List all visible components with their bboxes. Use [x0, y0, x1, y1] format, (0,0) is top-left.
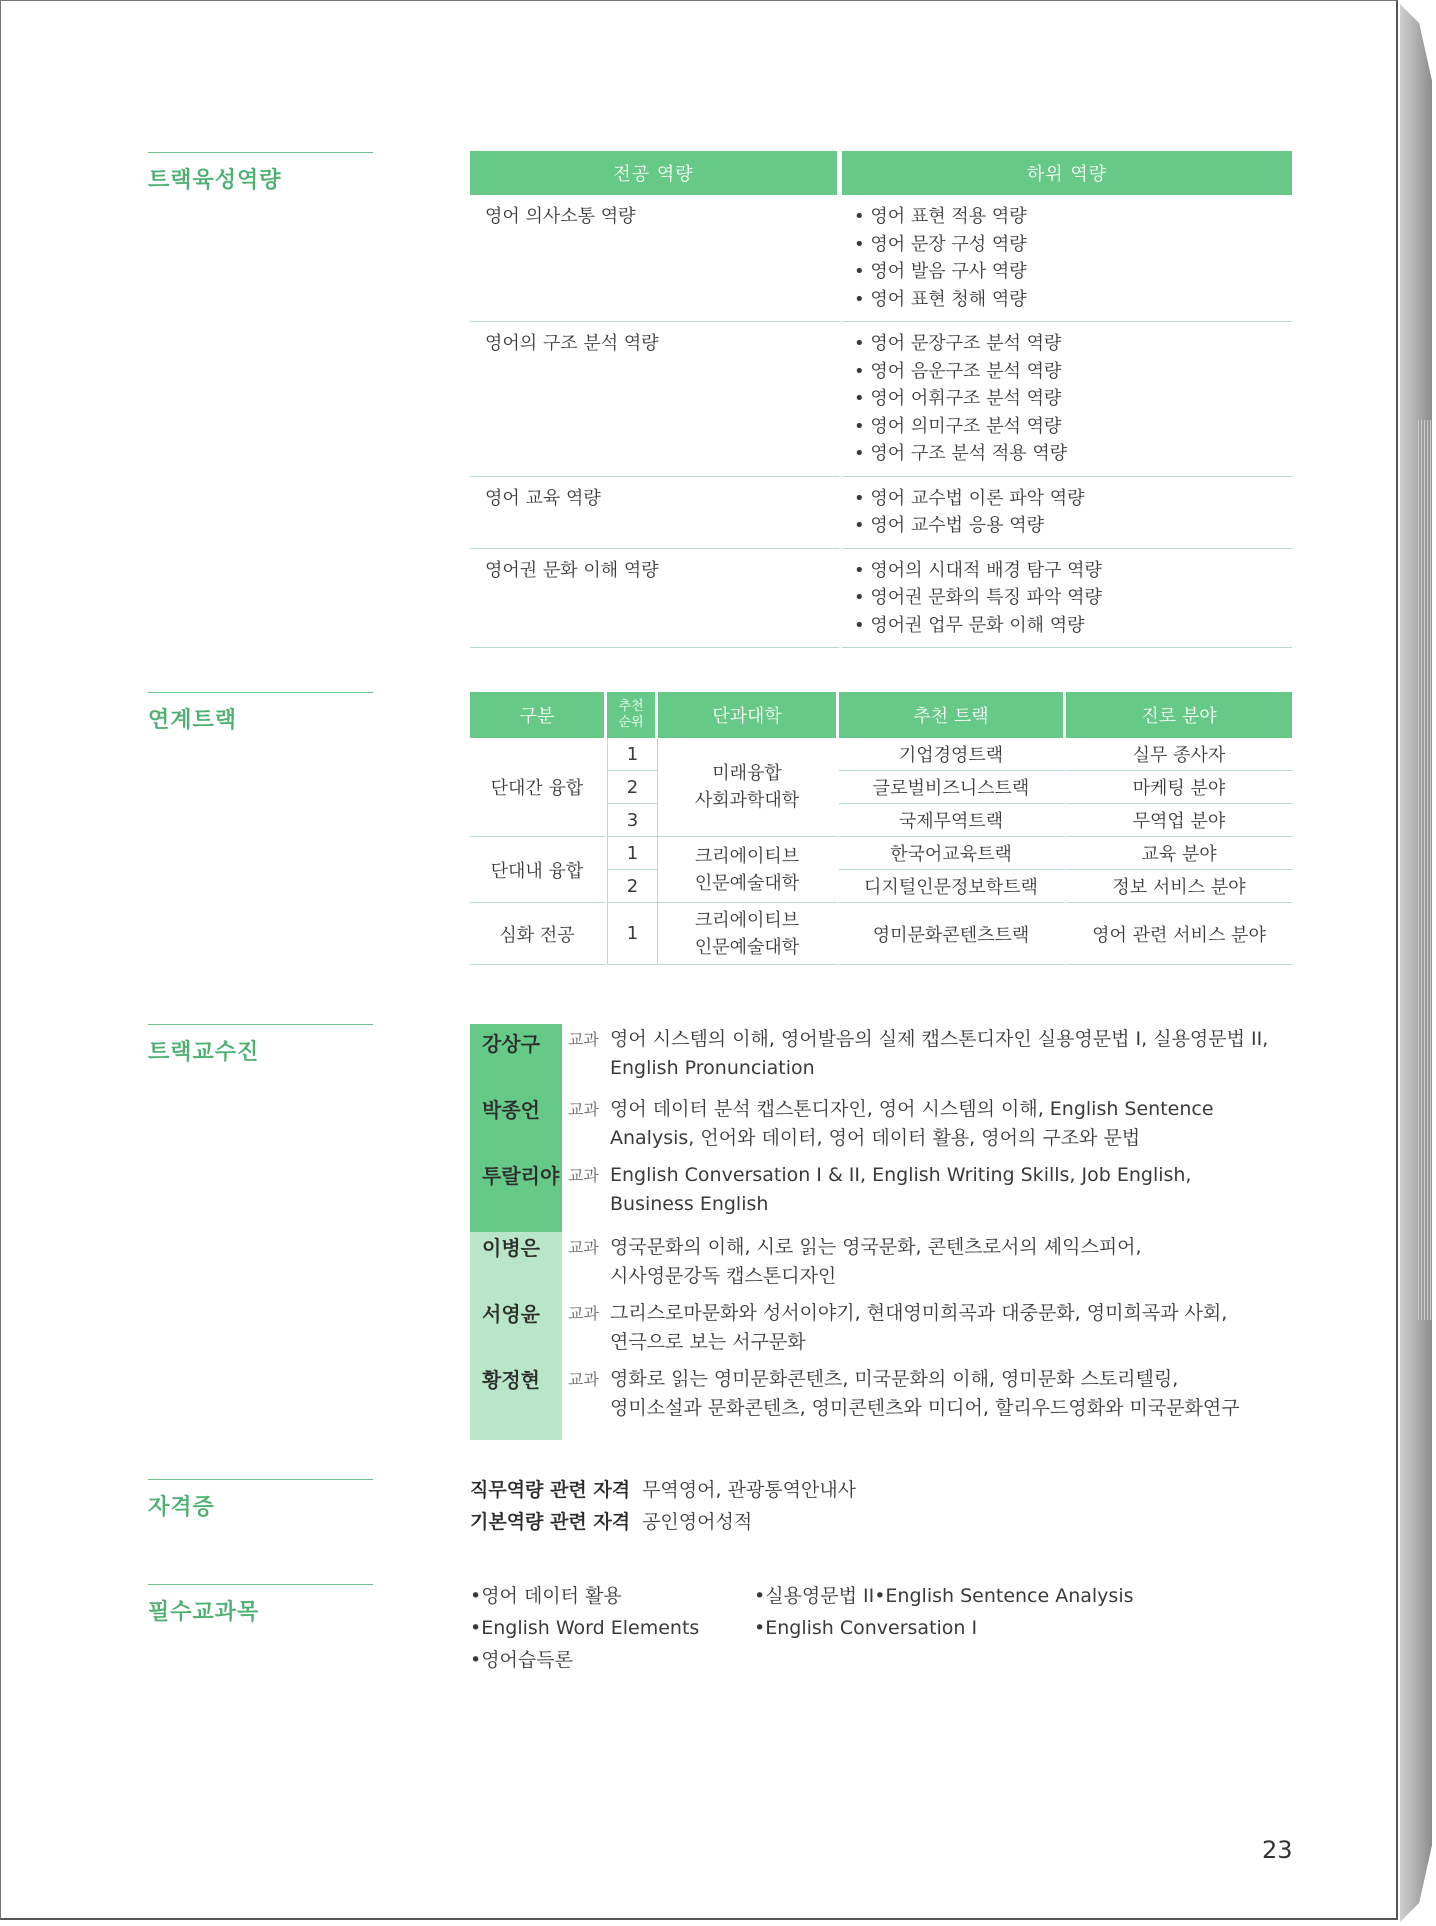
header-major-competency: 전공 역량	[470, 151, 842, 195]
course-line: 영어 데이터 분석 캡스톤디자인, 영어 시스템의 이해, English Sentence	[610, 1098, 1214, 1120]
professor-name: 이병은	[470, 1232, 562, 1298]
page-edge-lines	[1418, 420, 1432, 1320]
professor-courses	[610, 1298, 1227, 1357]
required-course: •영어습득론	[470, 1649, 573, 1671]
sub-competency: • 영어 문장 구성 역량	[854, 231, 1277, 259]
major-competency: 영어의 구조 분석 역량	[470, 322, 842, 477]
course-line: 그리스로마문화와 성서이야기, 현대영미희곡과 대중문화, 영미희곡과 사회,	[610, 1302, 1228, 1324]
professor-name: 황정현	[470, 1364, 562, 1440]
track-cell: 영미문화콘텐츠트랙	[839, 903, 1066, 965]
college-cell: 크리에이티브 인문예술대학	[658, 837, 839, 903]
sub-competency: • 영어 구조 분석 적용 역량	[854, 440, 1277, 468]
professor-row	[470, 1094, 1330, 1160]
career-cell: 정보 서비스 분야	[1066, 870, 1292, 903]
course-line: 영국문화의 이해, 시로 읽는 영국문화, 콘텐츠로서의 셰익스피어,	[610, 1236, 1142, 1258]
header-track: 추천 트랙	[839, 692, 1066, 738]
rank-cell: 1	[607, 903, 658, 965]
major-competency: 영어 교육 역량	[470, 477, 842, 549]
required-course: •English Word Elements	[470, 1617, 700, 1639]
header-sub-competency: 하위 역량	[842, 151, 1292, 195]
course-line: 시사영문강독 캡스톤디자인	[610, 1265, 837, 1287]
page-number: 23	[1262, 1836, 1293, 1864]
professor-courses	[610, 1160, 1191, 1219]
track-cell: 한국어교육트랙	[839, 837, 1066, 870]
table-row	[470, 837, 1292, 870]
course-tag: 교과	[568, 1370, 599, 1389]
professor-row	[470, 1160, 1330, 1232]
header-college: 단과대학	[658, 692, 839, 738]
rank-cell: 1	[607, 738, 658, 771]
sub-competency: • 영어 어휘구조 분석 역량	[854, 385, 1277, 413]
sub-competency: • 영어의 시대적 배경 탐구 역량	[854, 557, 1277, 585]
professor-name: 투랄리야	[470, 1160, 562, 1232]
header-career: 진로 분야	[1066, 692, 1292, 738]
certificate-value: 무역영어, 관광통역안내사	[642, 1479, 857, 1501]
rank-cell: 3	[607, 804, 658, 837]
section-label-professors: 트랙교수진	[148, 1024, 373, 1066]
table-row	[470, 322, 1292, 477]
sub-competency: • 영어권 문화의 특징 파악 역량	[854, 584, 1277, 612]
sub-competency: • 영어 표현 적용 역량	[854, 203, 1277, 231]
section-label-competency: 트랙육성역량	[148, 152, 373, 194]
course-tag: 교과	[568, 1100, 599, 1119]
table-row	[470, 549, 1292, 649]
rank-cell: 2	[607, 771, 658, 804]
sub-competency: • 영어 교수법 이론 파악 역량	[854, 485, 1277, 513]
required-course: •영어 데이터 활용	[470, 1585, 622, 1607]
college-cell: 크리에이티브 인문예술대학	[658, 903, 839, 965]
career-cell: 실무 종사자	[1066, 738, 1292, 771]
required-course: •실용영문법 II•English Sentence Analysis	[754, 1585, 1134, 1607]
course-line: English Pronunciation	[610, 1057, 815, 1079]
course-line: English Conversation I & II, English Writing Skills, Job English,	[610, 1164, 1192, 1186]
course-line: 연극으로 보는 서구문화	[610, 1331, 806, 1353]
competency-table	[470, 151, 1292, 648]
professor-courses	[610, 1094, 1214, 1153]
required-col-2	[754, 1580, 1134, 1644]
course-tag: 교과	[568, 1030, 599, 1049]
table-row	[470, 903, 1292, 965]
major-competency: 영어권 문화 이해 역량	[470, 549, 842, 649]
course-tag: 교과	[568, 1238, 599, 1257]
sub-competency: • 영어권 업무 문화 이해 역량	[854, 612, 1277, 640]
professor-name: 서영윤	[470, 1298, 562, 1364]
track-cell: 국제무역트랙	[839, 804, 1066, 837]
header-category: 구분	[470, 692, 607, 738]
professor-courses	[610, 1232, 1142, 1291]
rank-cell: 1	[607, 837, 658, 870]
professor-row	[470, 1298, 1330, 1364]
sub-competency: • 영어 교수법 응용 역량	[854, 512, 1277, 540]
certificate-value: 공인영어성적	[642, 1511, 753, 1533]
course-line: Analysis, 언어와 데이터, 영어 데이터 활용, 영어의 구조와 문법	[610, 1127, 1141, 1149]
sub-competency: • 영어 음운구조 분석 역량	[854, 358, 1277, 386]
course-line: 영미소설과 문화콘텐츠, 영미콘텐츠와 미디어, 할리우드영화와 미국문화연구	[610, 1397, 1240, 1419]
category-cell: 단대간 융합	[470, 738, 607, 837]
career-cell: 무역업 분야	[1066, 804, 1292, 837]
category-cell: 심화 전공	[470, 903, 607, 965]
professor-courses	[610, 1024, 1268, 1083]
course-line: Business English	[610, 1193, 769, 1215]
linked-track-table	[470, 692, 1292, 965]
sub-competency: • 영어 문장구조 분석 역량	[854, 330, 1277, 358]
career-cell: 교육 분야	[1066, 837, 1292, 870]
course-line: 영어 시스템의 이해, 영어발음의 실제 캡스톤디자인 실용영문법 I, 실용영문법 II,	[610, 1028, 1269, 1050]
certificate-list	[470, 1474, 856, 1538]
sub-competency: • 영어 의미구조 분석 역량	[854, 413, 1277, 441]
table-row	[470, 195, 1292, 322]
track-cell: 기업경영트랙	[839, 738, 1066, 771]
course-line: 영화로 읽는 영미문화콘텐츠, 미국문화의 이해, 영미문화 스토리텔링,	[610, 1368, 1179, 1390]
major-competency: 영어 의사소통 역량	[470, 195, 842, 322]
professor-list	[470, 1024, 1330, 1440]
header-rank: 추천 순위	[607, 692, 658, 738]
section-label-required: 필수교과목	[148, 1584, 373, 1626]
sub-competency: • 영어 발음 구사 역량	[854, 258, 1277, 286]
career-cell: 영어 관련 서비스 분야	[1066, 903, 1292, 965]
professor-courses	[610, 1364, 1240, 1423]
section-label-linked: 연계트랙	[148, 692, 373, 734]
certificate-label: 기본역량 관련 자격	[470, 1511, 631, 1533]
track-cell: 디지털인문정보학트랙	[839, 870, 1066, 903]
section-label-certificate: 자격증	[148, 1479, 373, 1521]
required-col-1	[470, 1580, 699, 1676]
professor-row	[470, 1232, 1330, 1298]
sub-competency: • 영어 표현 청해 역량	[854, 286, 1277, 314]
table-row	[470, 477, 1292, 549]
category-cell: 단대내 융합	[470, 837, 607, 903]
professor-row	[470, 1364, 1330, 1440]
college-cell: 미래융합 사회과학대학	[658, 738, 839, 837]
certificate-label: 직무역량 관련 자격	[470, 1479, 631, 1501]
course-tag: 교과	[568, 1166, 599, 1185]
track-cell: 글로벌비즈니스트랙	[839, 771, 1066, 804]
professor-name: 박종언	[470, 1094, 562, 1160]
required-course: •English Conversation I	[754, 1617, 978, 1639]
career-cell: 마케팅 분야	[1066, 771, 1292, 804]
professor-row	[470, 1024, 1330, 1094]
rank-cell: 2	[607, 870, 658, 903]
table-row	[470, 738, 1292, 771]
certificate-item	[470, 1506, 856, 1538]
course-tag: 교과	[568, 1304, 599, 1323]
professor-name: 강상구	[470, 1024, 562, 1094]
certificate-item	[470, 1474, 856, 1506]
